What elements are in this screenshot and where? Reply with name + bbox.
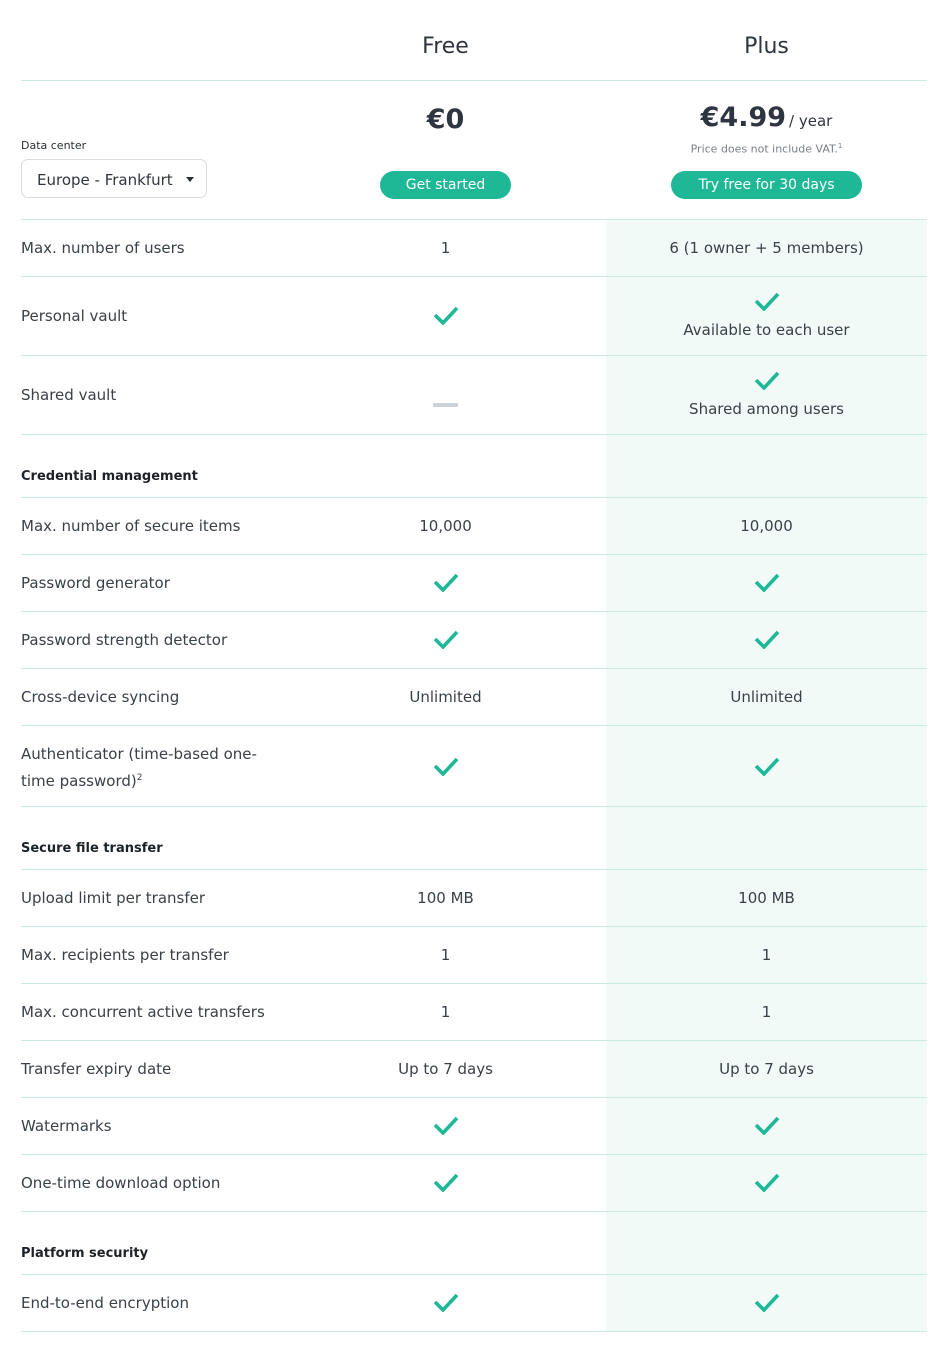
row-label: Transfer expiry date [21,1060,172,1078]
free-value [285,756,606,780]
plus-value [606,1172,927,1196]
check-icon [754,291,780,311]
plus-value: Up to 7 days [719,1060,814,1078]
check-icon [433,305,459,325]
footnote-marker: 2 [136,773,143,783]
free-value [285,305,606,329]
table-row [0,1098,951,1154]
data-center-selected: Europe - Frankfurt [37,171,173,189]
table-row [0,927,951,983]
free-value: Unlimited [409,688,482,706]
row-label: Password strength detector [21,631,228,649]
table-row [0,984,951,1040]
vat-footnote: 1 [837,142,843,150]
data-center-label: Data center [21,139,87,152]
price-plus-unit: / year [789,112,833,130]
check-icon [754,756,780,776]
price-plus [606,102,927,133]
divider [21,806,927,807]
free-value [285,629,606,653]
table-row [0,356,951,434]
plus-value [606,291,927,339]
free-value [285,1292,606,1316]
check-icon [754,1292,780,1312]
row-label: Max. concurrent active transfers [21,1003,265,1021]
plus-value: Unlimited [730,688,803,706]
plan-name-free: Free [422,34,469,59]
plus-value: 6 (1 owner + 5 members) [669,239,864,257]
free-value: 10,000 [419,517,472,535]
plus-value: 100 MB [738,889,795,907]
row-label: One-time download option [21,1174,221,1192]
divider [21,80,927,81]
data-center-select[interactable] [21,159,207,198]
free-value: 100 MB [417,889,474,907]
table-row [0,555,951,611]
row-label: Upload limit per transfer [21,889,206,907]
row-label-line1: Authenticator (time-based one- [21,745,257,763]
section-title-credentials: Credential management [21,469,198,484]
free-value [285,1172,606,1196]
plus-value [606,1292,927,1316]
dash-icon [433,403,458,407]
plus-value [606,756,927,780]
price-free [285,104,606,135]
row-label-line2: time password) [21,772,137,790]
free-value: Up to 7 days [398,1060,493,1078]
divider [21,434,927,435]
plus-value [606,370,927,418]
plus-value: 1 [761,1003,772,1021]
vat-note-text: Price does not include VAT. [690,142,838,156]
free-value [285,1115,606,1139]
table-row [0,612,951,668]
caret-down-icon [186,177,194,182]
section-title-platform-security: Platform security [21,1246,149,1261]
table-row [0,1041,951,1097]
table-row [0,669,951,725]
row-label: Cross-device syncing [21,688,180,706]
table-row [0,220,951,276]
plus-note: Shared among users [689,400,844,418]
plus-value: 1 [761,946,772,964]
row-label: Shared vault [21,386,117,404]
row-label: Max. number of secure items [21,517,241,535]
plus-value [606,572,927,596]
free-value: 1 [440,239,451,257]
row-label: Password generator [21,574,170,592]
check-icon [754,629,780,649]
table-row [0,1275,951,1331]
plan-name-plus: Plus [744,34,789,59]
row-label: Max. number of users [21,239,185,257]
price-plus-amount: €4.99 [700,102,787,133]
table-row [0,498,951,554]
plus-value [606,1115,927,1139]
row-label: Watermarks [21,1117,112,1135]
get-started-button[interactable]: Get started [380,171,511,199]
free-value: 1 [440,946,451,964]
row-label: End-to-end encryption [21,1294,189,1312]
free-value [285,393,606,411]
row-label [21,742,257,793]
check-icon [433,1172,459,1192]
check-icon [433,629,459,649]
divider [21,1331,927,1332]
table-row [0,1155,951,1211]
vat-note [606,142,927,156]
check-icon [754,370,780,390]
divider [21,1211,927,1212]
row-label: Max. recipients per transfer [21,946,229,964]
check-icon [754,1172,780,1192]
check-icon [754,1115,780,1135]
check-icon [754,572,780,592]
plus-note: Available to each user [683,321,850,339]
section-title-file-transfer: Secure file transfer [21,841,163,856]
table-row [0,277,951,355]
check-icon [433,756,459,776]
table-row [0,726,951,806]
plus-value [606,629,927,653]
try-free-button[interactable]: Try free for 30 days [671,171,862,199]
check-icon [433,1115,459,1135]
row-label: Personal vault [21,307,128,325]
table-row [0,870,951,926]
free-value [285,572,606,596]
price-free-amount: €0 [426,104,465,135]
check-icon [433,1292,459,1312]
check-icon [433,572,459,592]
plus-value: 10,000 [740,517,793,535]
free-value: 1 [440,1003,451,1021]
